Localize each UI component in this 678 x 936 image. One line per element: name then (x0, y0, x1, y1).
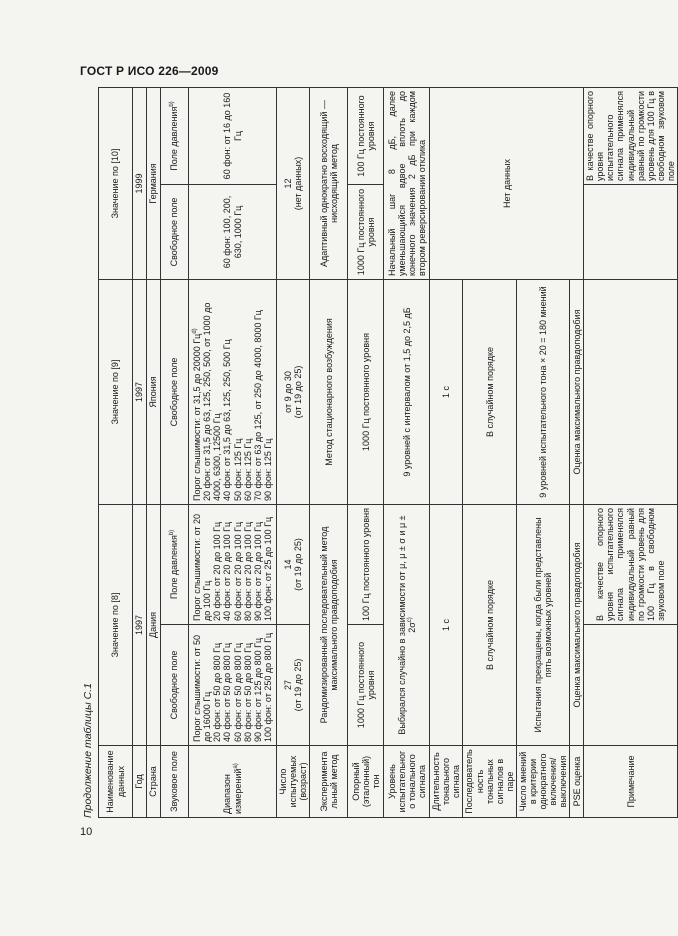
cell-sound-field-8b (161, 505, 189, 625)
footnote-b-mark: b) (169, 529, 176, 536)
row-label-sound-field: Звуковое поле (161, 746, 189, 818)
rotated-content (80, 88, 676, 818)
range-9-text: Порог слышимости: от 31,5 до 20000 Гц (192, 333, 203, 501)
cell-level-10: Начальный шаг 8 дБ, далее уменьшающийся вдвое вплоть до конечного значения 2 дБ при каждом втором реверсировании отклика (384, 88, 430, 280)
table-row-level (384, 88, 430, 818)
cell-opinions-8: Испытания прекращены, когда были представлены пять возможных уровней (516, 505, 569, 746)
table-row-method (310, 88, 348, 818)
header-label: Наименование данных (99, 746, 133, 818)
table-row-reference (348, 88, 384, 818)
comparison-table (98, 87, 678, 818)
cell-pse-9: Оценка максимального правдоподобия (570, 280, 584, 505)
cell-method-8: Рандомизированный последовательный метод максимального правдоподобия (310, 505, 348, 746)
cell-sequence-9: В случайном порядке (463, 280, 516, 505)
row-label-pse: PSE оценка (570, 746, 584, 818)
footnote-d-mark: d) (192, 328, 199, 334)
table-row-subjects (277, 88, 310, 818)
cell-sound-field-10a: Свободное поле (161, 185, 189, 280)
cell-year-10: 1999 (133, 88, 147, 280)
sound-field-10b-text: Поле давления (169, 106, 180, 171)
cell-reference-8b: 100 Гц постоянного уровня (348, 505, 384, 625)
row-label-level: Уровень испытательного тонального сигнала (384, 746, 430, 818)
cell-sequence-8: В случайном порядке (463, 505, 516, 746)
cell-opinions-9: 9 уровней испытательного тона × 20 = 180 мнений (516, 280, 569, 505)
table-caption: Продолжение таблицы С.1 (82, 683, 94, 818)
table-row-sound-field (161, 88, 189, 818)
footnote-c-mark: c) (406, 617, 413, 623)
row-label-sequence: Последовательность тональных сигналов в паре (463, 746, 516, 818)
cell-duration-9: 1 с (430, 280, 463, 505)
cell-country-10: Германия (147, 88, 161, 280)
cell-note-9 (584, 280, 678, 505)
range-9-rest: 20 фон: от 31,5 до 63, 125, 250, 500, от 1000 до 4000, 6300, 12500 Гц 40 фон: от 31,5 до 63, 125, 250, 500 Гц 50 фон: 125 Гц 60 фон: 125 Гц 70 фон: от 63 до 125, от 250 до 4000, 8000 Гц 90 фон: 125 Гц (202, 302, 273, 501)
header-group-10: Значение по [10] (99, 88, 133, 280)
cell-reference-10a: 1000 Гц постоянного уровня (348, 185, 384, 280)
cell-range-9 (189, 280, 277, 505)
cell-reference-9: 1000 Гц постоянного уровня (348, 280, 384, 505)
table-header-row (99, 88, 133, 818)
cell-subjects-10: 12 (нет данных) (277, 88, 310, 280)
cell-range-8b: Порог слышимости: от 20 до 100 Гц 20 фон: от 20 до 100 Гц 40 фон: от 20 до 100 Гц 60 фон: от 20 до 100 Гц 80 фон: от 20 до 100 Гц 90 фон: от 20 до 100 Гц 100 фон: от 25 до 100 Гц (189, 505, 277, 625)
row-label-range (189, 746, 277, 818)
row-label-year: Год (133, 746, 147, 818)
cell-level-8 (384, 505, 430, 746)
cell-note-10a (584, 185, 678, 280)
row-label-subjects: Число испытуемых (возраст) (277, 746, 310, 818)
row-label-reference: Опорный (эталонный) тон (348, 746, 384, 818)
table-row-range (189, 88, 277, 818)
cell-note-8a (584, 625, 678, 746)
row-label-opinions: Число мнений в критерии однократного включения/выключения (516, 746, 569, 818)
row-label-country: Страна (147, 746, 161, 818)
cell-duration-8: 1 с (430, 505, 463, 746)
cell-country-9: Япония (147, 280, 161, 505)
cell-year-8: 1997 (133, 505, 147, 746)
cell-method-9: Метод стационарного возбуждения (310, 280, 348, 505)
header-group-9: Значение по [9] (99, 280, 133, 505)
footnote-a-mark: a) (232, 763, 239, 769)
cell-reference-8a: 1000 Гц постоянного уровня (348, 625, 384, 746)
footnote-b-mark-10: b) (169, 101, 176, 107)
range-label-text: Диапазон измерений (222, 768, 243, 814)
rotated-table-area (80, 88, 676, 818)
cell-range-10b: 60 фон: от 16 до 160 Гц (189, 88, 277, 185)
cell-note-8b: В качестве опорного уровня испытательного сигнала применялся индивидуальный равный по громкости уровень для 100 Гц в свободном звуковом поле (584, 505, 678, 625)
level-8-text: Выбирался случайно в зависимости от μ, μ ± σ и μ ± 2σ (396, 515, 417, 735)
row-label-note: Примечание (584, 746, 678, 818)
cell-reference-10b: 100 Гц постоянного уровня (348, 88, 384, 185)
page-number: 10 (80, 826, 93, 838)
sound-field-8b-text: Поле давления (169, 535, 180, 600)
cell-year-9: 1997 (133, 280, 147, 505)
cell-subjects-8b: 14 (от 19 до 25) (277, 505, 310, 625)
cell-range-10a: 60 фон: 100, 200, 630, 1000 Гц (189, 185, 277, 280)
row-label-duration: Длительность тонального сигнала (430, 746, 463, 818)
cell-pse-8: Оценка максимального правдоподобия (570, 505, 584, 746)
cell-country-8: Дания (147, 505, 161, 746)
row-label-method: Экспериментальный метод (310, 746, 348, 818)
cell-range-8a: Порог слышимости: от 50 до 16000 Гц 20 фон: от 50 до 800 Гц 40 фон: от 50 до 800 Гц 60 фон: от 50 до 800 Гц 80 фон: от 50 до 800 Гц 90 фон: от 125 до 800 Гц 100 фон: от 250 до 800 Гц (189, 625, 277, 746)
cell-sound-field-10b (161, 88, 189, 185)
cell-level-9: 9 уровней с интервалом от 1,5 до 2,5 дБ (384, 280, 430, 505)
cell-sound-field-8a: Свободное поле (161, 625, 189, 746)
cell-method-10: Адаптивный однократно восходящий — нисходящий метод (310, 88, 348, 280)
cell-note-10b: В качестве опорного уровня испытательного сигнала применялся индивидуальный равный по громкости уровень для 100 Гц в свободном звуковом поле (584, 88, 678, 185)
table-row-duration (430, 88, 463, 818)
cell-sound-field-9: Свободное поле (161, 280, 189, 505)
cell-subjects-9: от 9 до 30 (от 19 до 25) (277, 280, 310, 505)
table-row-year (133, 88, 147, 818)
cell-no-data-10: Нет данных (430, 88, 584, 280)
table-row-note (584, 88, 678, 818)
cell-subjects-8a: 27 (от 19 до 25) (277, 625, 310, 746)
document-header: ГОСТ Р ИСО 226—2009 (80, 64, 219, 78)
table-row-country (147, 88, 161, 818)
header-group-8: Значение по [8] (99, 505, 133, 746)
